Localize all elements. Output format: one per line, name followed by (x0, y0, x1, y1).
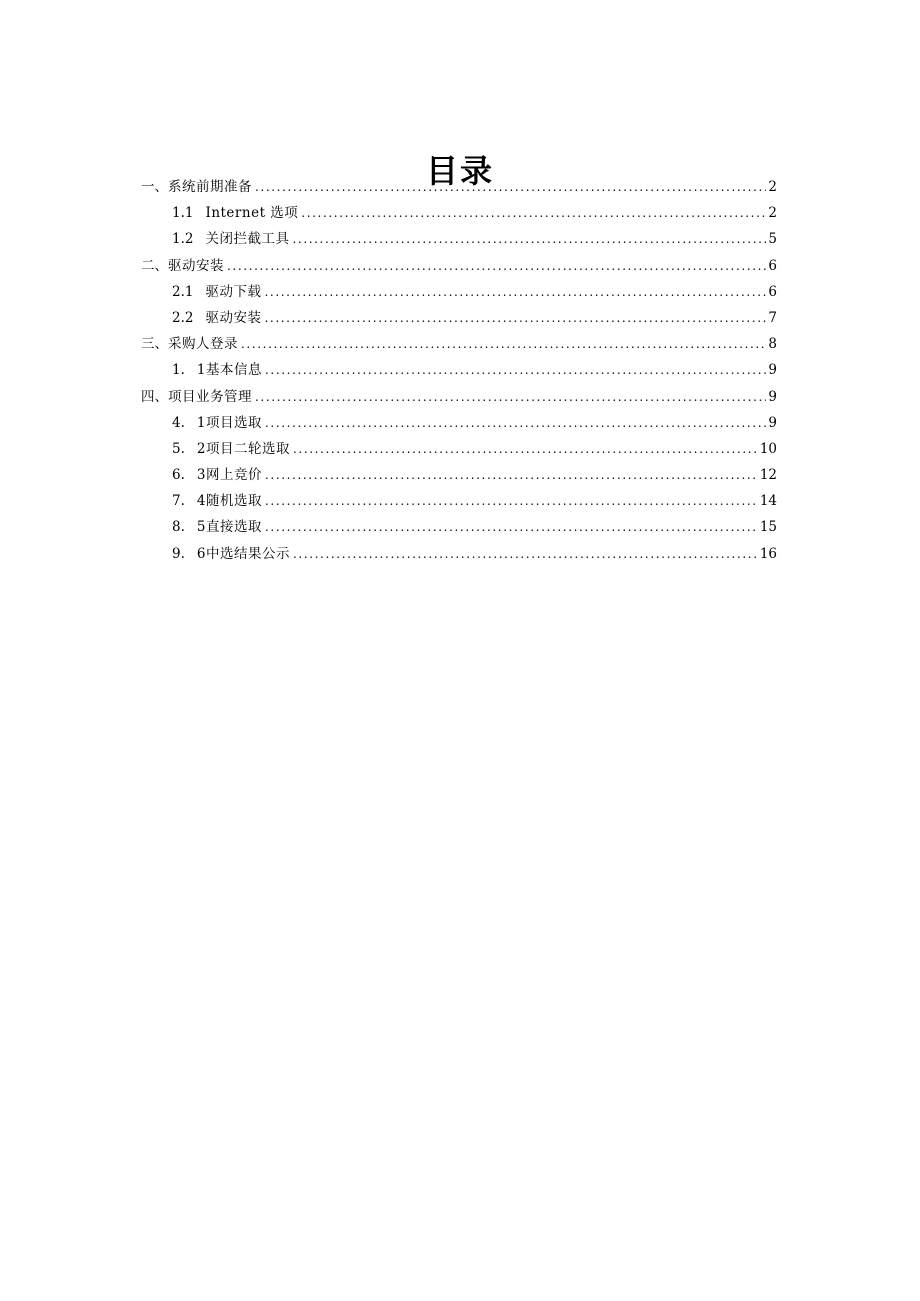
dot-leader (227, 253, 766, 279)
dot-leader (241, 331, 766, 357)
dot-leader (292, 226, 766, 252)
toc-entry-text: 采购人登录 (168, 336, 238, 353)
toc-entry-page: 9 (768, 362, 777, 379)
toc-entry-section-3[interactable] (141, 331, 777, 357)
toc-entry-text: 5直接选取 (196, 519, 262, 536)
toc-entry-section-1[interactable] (141, 174, 777, 200)
toc-title: 目录 (425, 152, 494, 191)
toc-entry-number: 5. (172, 440, 185, 457)
toc-entry-page: 10 (759, 440, 777, 457)
toc-entry-number: 三、 (141, 336, 168, 353)
toc-entry-number: 8. (172, 519, 185, 536)
dot-leader (265, 462, 758, 488)
toc-entry-page: 7 (768, 309, 777, 326)
toc-entry-number: 1.2 (172, 231, 194, 248)
dot-leader (301, 200, 766, 226)
dot-leader (255, 384, 766, 410)
toc-entry-text: 1基本信息 (196, 362, 262, 379)
toc-entry-page: 8 (768, 336, 777, 353)
toc-entry-page: 14 (759, 493, 777, 510)
toc-entry-number: 9. (172, 545, 185, 562)
toc-entry-text: 系统前期准备 (168, 179, 252, 195)
toc-entry-number: 7. (172, 493, 185, 510)
toc-entry-number: 1. (172, 362, 185, 379)
toc-entry-page: 2 (768, 179, 777, 195)
toc-entry-page: 16 (759, 545, 777, 562)
dot-leader (265, 514, 758, 540)
toc-entry-number: 1.1 (172, 205, 194, 222)
toc-entry-number: 2.1 (172, 283, 194, 300)
toc-entry-page: 12 (759, 467, 777, 484)
dot-leader (265, 357, 766, 383)
toc-entry-text: Internet 选项 (205, 205, 299, 222)
toc-entry-subsection-4-1[interactable] (141, 410, 777, 436)
toc-entry-number: 四、 (141, 388, 168, 405)
toc-entry-subsection-2-1[interactable] (141, 279, 777, 305)
toc-entry-subsection-3-1[interactable] (141, 357, 777, 383)
toc-entry-subsection-4-2[interactable] (141, 436, 777, 462)
toc-entry-page: 9 (768, 414, 777, 431)
toc-entry-text: 2项目二轮选取 (196, 440, 290, 457)
toc-entry-page: 6 (768, 283, 777, 300)
toc-entry-subsection-4-4[interactable] (141, 488, 777, 514)
toc-entry-text: 4随机选取 (196, 493, 262, 510)
toc-entry-page: 9 (768, 388, 777, 405)
toc-entry-subsection-2-2[interactable] (141, 305, 777, 331)
toc-entry-subsection-1-2[interactable] (141, 226, 777, 252)
toc-entry-subsection-4-5[interactable] (141, 514, 777, 540)
toc-entry-page: 5 (768, 231, 777, 248)
toc-entry-text: 驱动安装 (168, 257, 224, 274)
toc-entry-page: 2 (768, 205, 777, 222)
dot-leader (264, 279, 766, 305)
dot-leader (265, 488, 758, 514)
dot-leader (293, 541, 758, 567)
dot-leader (293, 436, 758, 462)
toc-entry-page: 6 (768, 257, 777, 274)
toc-entry-text: 驱动下载 (205, 283, 262, 300)
toc-entry-number: 6. (172, 467, 185, 484)
toc-entry-subsection-1-1[interactable] (141, 200, 777, 226)
toc-entry-page: 15 (759, 519, 777, 536)
dot-leader (264, 305, 766, 331)
toc-entry-section-2[interactable] (141, 253, 777, 279)
table-of-contents (141, 174, 777, 567)
toc-entry-subsection-4-6[interactable] (141, 541, 777, 567)
toc-entry-number: 2.2 (172, 309, 194, 326)
toc-entry-text: 关闭拦截工具 (205, 231, 290, 248)
toc-entry-text: 3网上竞价 (196, 467, 262, 484)
toc-entry-subsection-4-3[interactable] (141, 462, 777, 488)
toc-entry-number: 一、 (141, 179, 168, 195)
toc-entry-text: 项目业务管理 (168, 388, 252, 405)
dot-leader (255, 174, 766, 200)
toc-entry-text: 6中选结果公示 (196, 545, 290, 562)
toc-entry-number: 4. (172, 414, 185, 431)
toc-entry-text: 驱动安装 (205, 309, 262, 326)
toc-entry-text: 1项目选取 (196, 414, 262, 431)
toc-entry-section-4[interactable] (141, 384, 777, 410)
dot-leader (265, 410, 766, 436)
toc-entry-number: 二、 (141, 257, 168, 274)
